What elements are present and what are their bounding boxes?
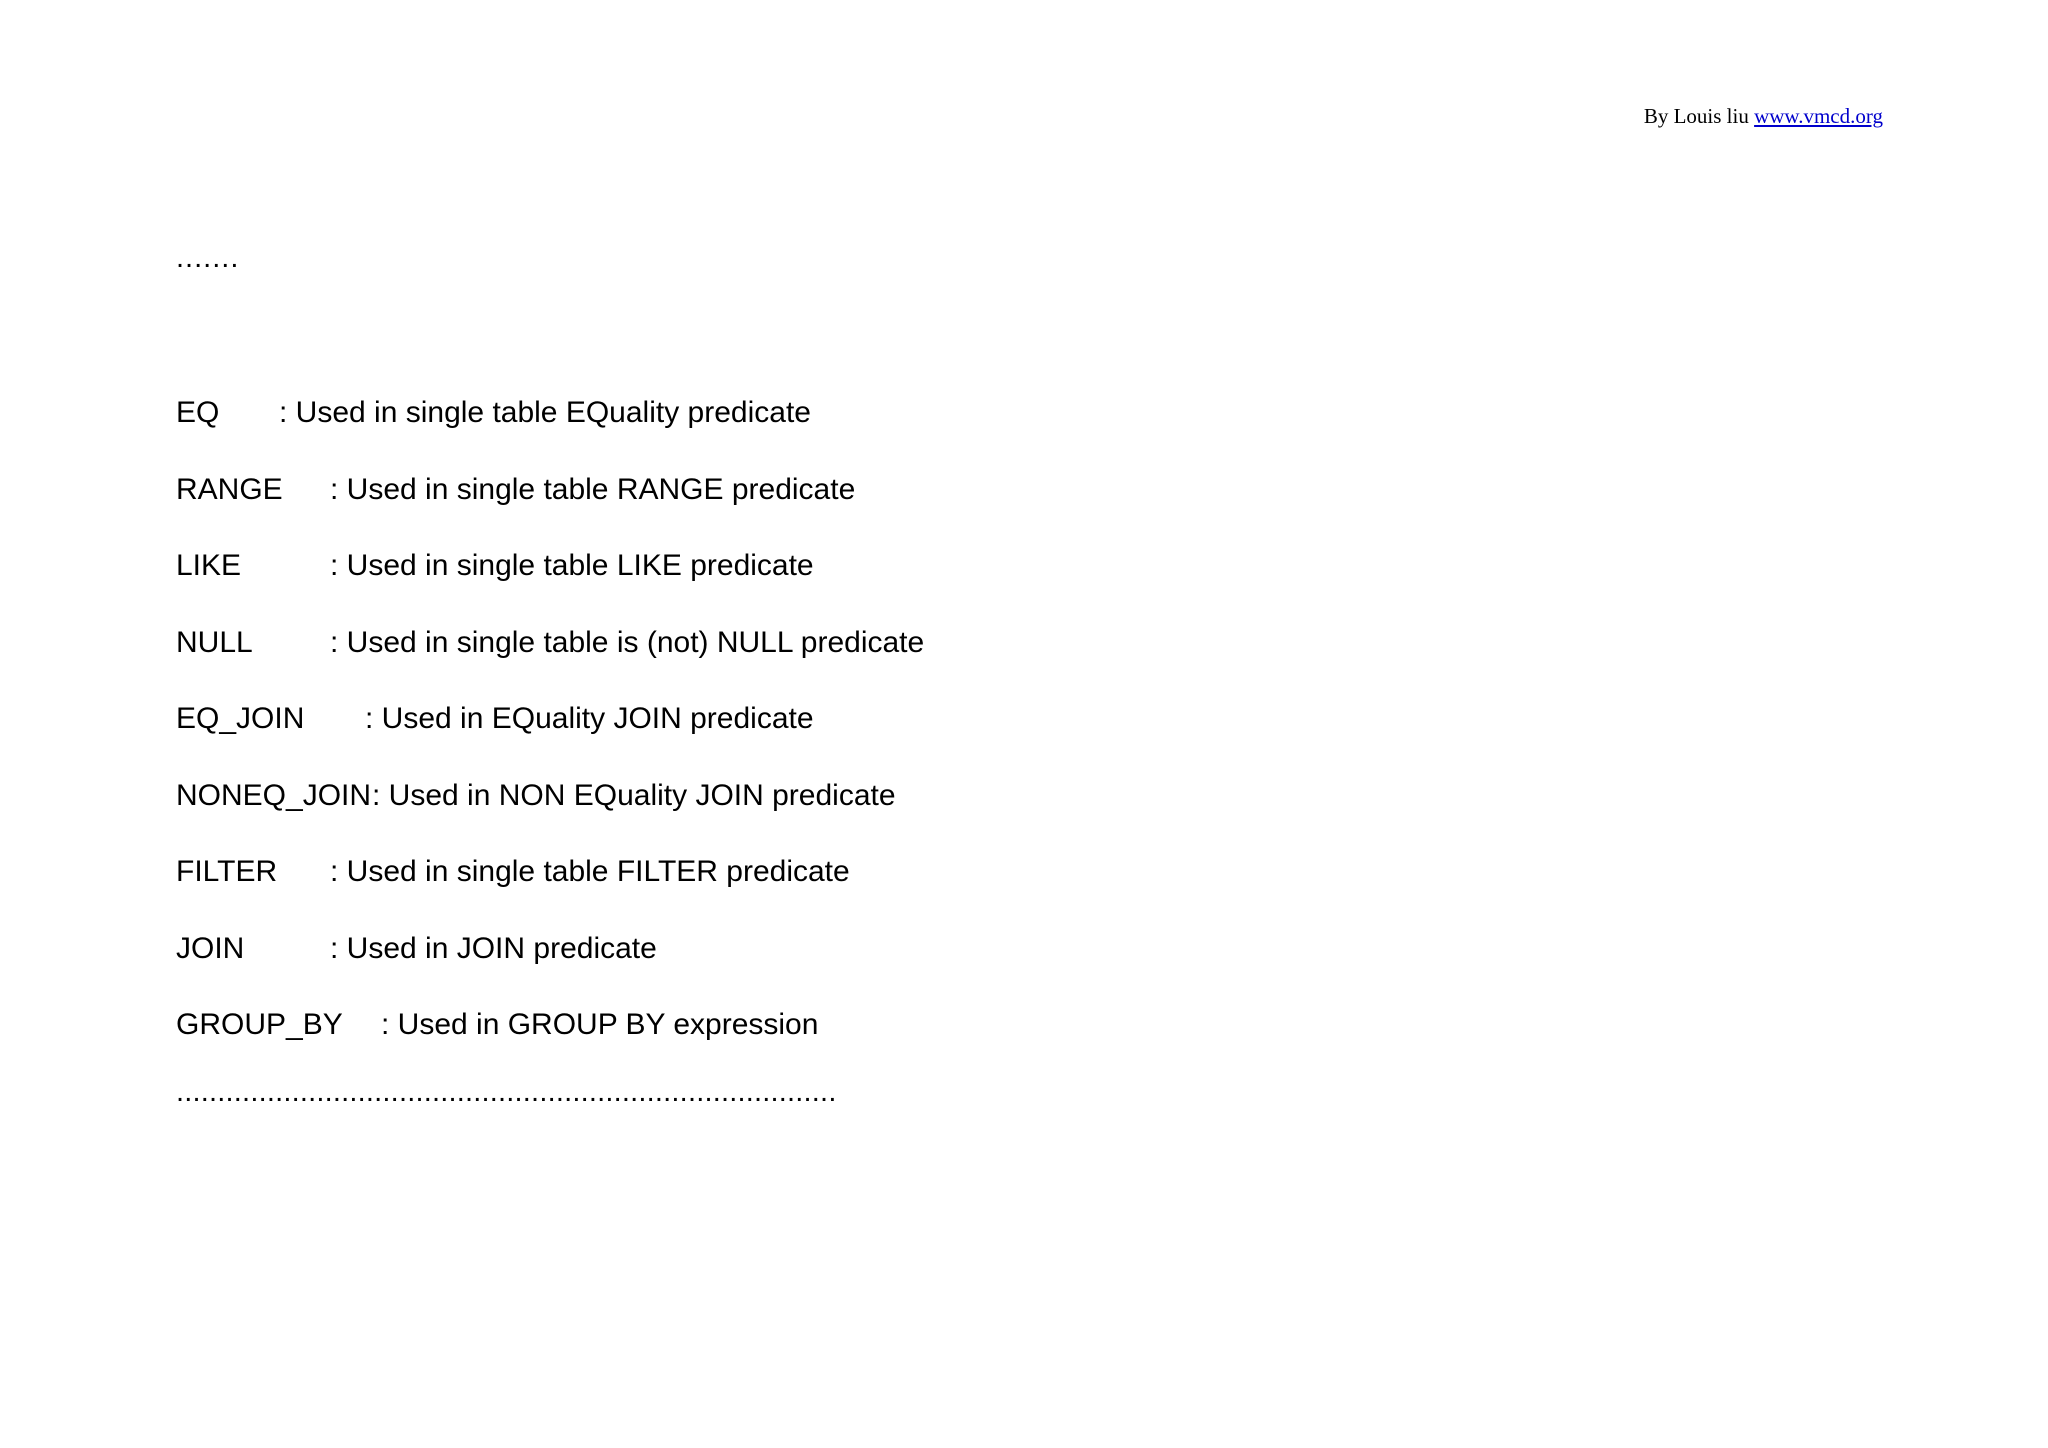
author-byline: By Louis liu (1643, 104, 1755, 128)
definition-term: RANGE (176, 472, 283, 506)
definition-item-eq-join (176, 691, 924, 768)
definition-description: : Used in GROUP BY expression (381, 1008, 819, 1041)
definition-description: : Used in EQuality JOIN predicate (365, 702, 814, 735)
definition-item-join (176, 921, 924, 998)
definition-description: : Used in single table LIKE predicate (330, 549, 814, 582)
definition-term: EQ_JOIN (176, 702, 305, 735)
definition-term: JOIN (176, 931, 245, 965)
definition-item-filter (176, 844, 924, 921)
top-ellipsis: ....... (176, 242, 240, 274)
definition-description: : Used in single table is (not) NULL predicate (330, 625, 925, 659)
definition-term: FILTER (176, 855, 278, 888)
definition-term: LIKE (176, 549, 242, 582)
definition-item-null (176, 615, 924, 692)
definition-item-like (176, 538, 924, 615)
definition-description: : Used in single table EQuality predicate (279, 396, 811, 429)
definition-description: : Used in NON EQuality JOIN predicate (372, 778, 896, 812)
definition-term: NULL (176, 625, 253, 659)
definition-term: NONEQ_JOIN (176, 778, 372, 812)
definition-description: : Used in single table FILTER predicate (330, 855, 850, 888)
definition-term: EQ (176, 396, 220, 429)
website-link[interactable]: www.vmcd.org (1754, 104, 1883, 128)
definition-list (176, 385, 924, 1074)
definition-item-eq (176, 385, 924, 462)
definition-item-noneq-join (176, 768, 924, 845)
definition-description: : Used in single table RANGE predicate (330, 472, 856, 506)
definition-description: : Used in JOIN predicate (330, 931, 657, 965)
bottom-ellipsis: ................................................................................ (176, 1076, 837, 1108)
page-header (1644, 104, 1883, 129)
definition-term: GROUP_BY (176, 1008, 343, 1041)
definition-item-group-by (176, 997, 924, 1074)
definition-item-range (176, 462, 924, 539)
